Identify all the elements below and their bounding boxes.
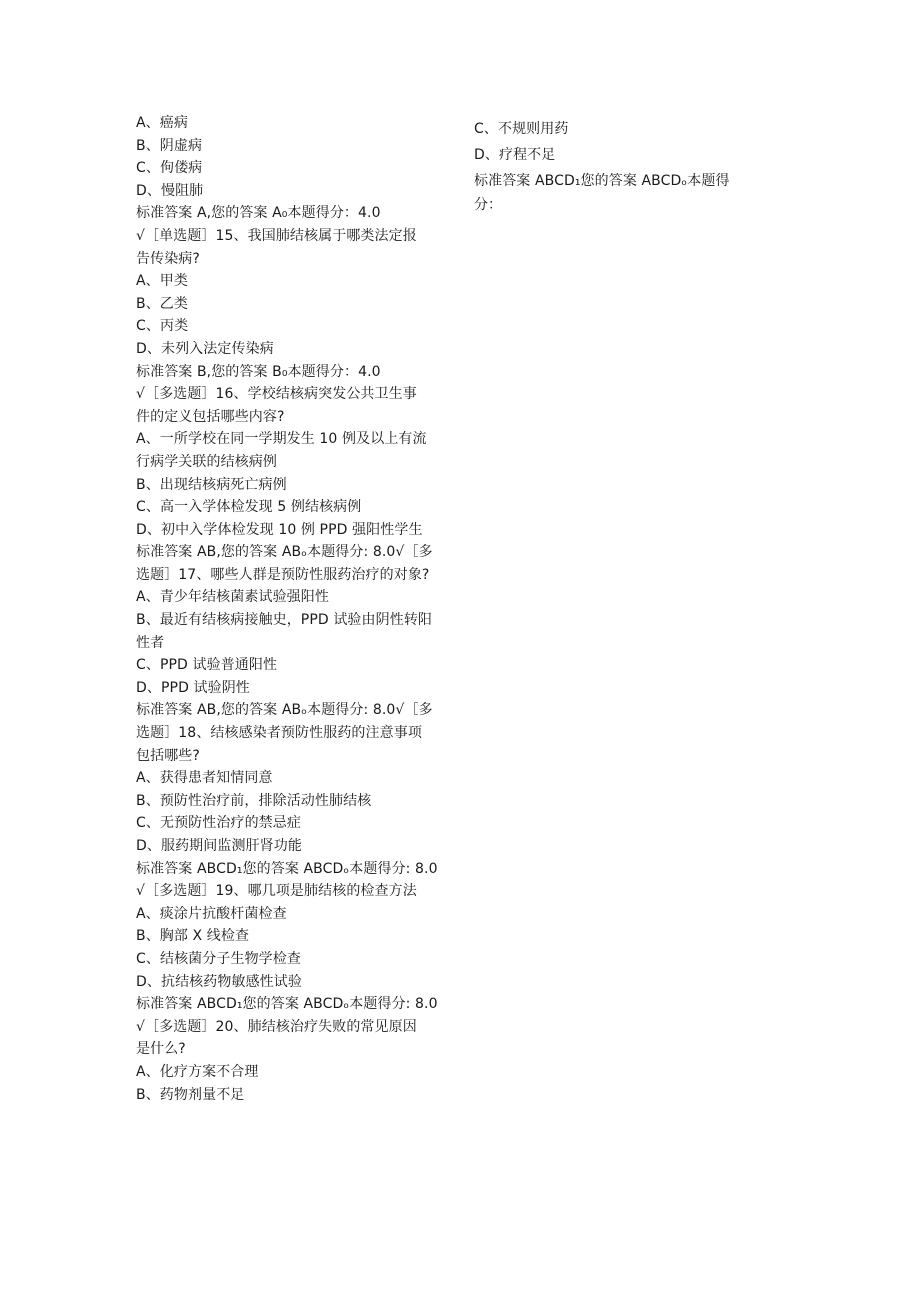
answer-line: 标准答案 AB,您的答案 ABₒ本题得分: 8.0√［多 (136, 702, 433, 719)
text-line: A、青少年结核菌素试验强阳性 (136, 589, 329, 606)
question-line: √［多选题］16、学校结核病突发公共卫生事 (136, 386, 417, 403)
left-column (136, 112, 454, 1106)
clipped-line: 分： (474, 197, 502, 213)
question-line: 是什么? (136, 1041, 186, 1058)
text-line: D、初中入学体检发现 10 例 PPD 强阳性学生 (136, 521, 423, 538)
text-line: C、丙类 (136, 318, 189, 335)
text-line: B、胸部 X 线检查 (136, 928, 250, 945)
text-line: A、甲类 (136, 273, 188, 290)
question-line: 告传染病? (136, 250, 200, 267)
text-line: A、获得患者知情同意 (136, 770, 273, 787)
text-line: C、高一入学体检发现 5 例结核病例 (136, 499, 362, 516)
text-line: C、不规则用药 (474, 121, 569, 137)
text-line: A、痰涂片抗酸杆菌检查 (136, 905, 287, 922)
question-line: 包括哪些? (136, 747, 200, 764)
question-line: √［多选题］19、哪几项是肺结核的检查方法 (136, 883, 417, 900)
right-column (474, 116, 764, 213)
text-line: D、疗程不足 (474, 147, 556, 163)
answer-line: 标准答案 ABCD₁您的答案 ABCDₒ本题得 (474, 173, 730, 189)
text-line: C、结核菌分子生物学检查 (136, 950, 301, 967)
answer-line: 标准答案 AB,您的答案 ABₒ本题得分: 8.0√［多 (136, 544, 433, 561)
text-line: B、最近有结核病接触史，PPD 试验由阴性转阳 (136, 612, 433, 629)
text-line: C、佝偻病 (136, 160, 203, 177)
text-line: B、乙类 (136, 295, 189, 312)
text-line: A、一所学校在同一学期发生 10 例及以上有流 (136, 431, 427, 448)
text-line: C、无预防性治疗的禁忌症 (136, 815, 301, 832)
text-line: D、抗结核药物敏感性试验 (136, 973, 302, 990)
answer-line: 标准答案 A,您的答案 A₀本题得分：4.0 (136, 205, 381, 222)
text-line: B、药物剂量不足 (136, 1086, 245, 1103)
text-line: B、预防性治疗前，排除活动性肺结核 (136, 792, 372, 809)
text-line: D、服药期间监测肝肾功能 (136, 838, 302, 854)
question-line: 件的定义包括哪些内容? (136, 408, 285, 425)
text-line: D、PPD 试验阴性 (136, 679, 250, 696)
text-line: 性者 (136, 634, 165, 651)
text-line: D、慢阻肺 (136, 182, 204, 199)
question-line: √［单选题］15、我国肺结核属于哪类法定报 (136, 227, 417, 244)
text-line: A、癌病 (136, 115, 188, 131)
answer-line: 标准答案 ABCD₁您的答案 ABCDₒ本题得分: 8.0 (136, 996, 438, 1013)
text-line: D、未列入法定传染病 (136, 340, 274, 357)
text-line: 行病学关联的结核病例 (136, 453, 277, 470)
answer-line: 标准答案 ABCD₁您的答案 ABCDₒ本题得分: 8.0 (136, 860, 438, 877)
question-line: 选题］18、结核感染者预防性服药的注意事项 (136, 725, 422, 742)
question-line: √［多选题］20、肺结核治疗失败的常见原因 (136, 1018, 417, 1035)
text-line: A、化疗方案不合理 (136, 1063, 259, 1080)
answer-line: 标准答案 B,您的答案 B₀本题得分：4.0 (136, 363, 381, 380)
question-line: 选题］17、哪些人群是预防性服药治疗的对象? (136, 566, 430, 583)
text-line: B、阴虚病 (136, 137, 203, 154)
text-line: B、出现结核病死亡病例 (136, 476, 287, 493)
text-line: C、PPD 试验普通阳性 (136, 657, 278, 674)
